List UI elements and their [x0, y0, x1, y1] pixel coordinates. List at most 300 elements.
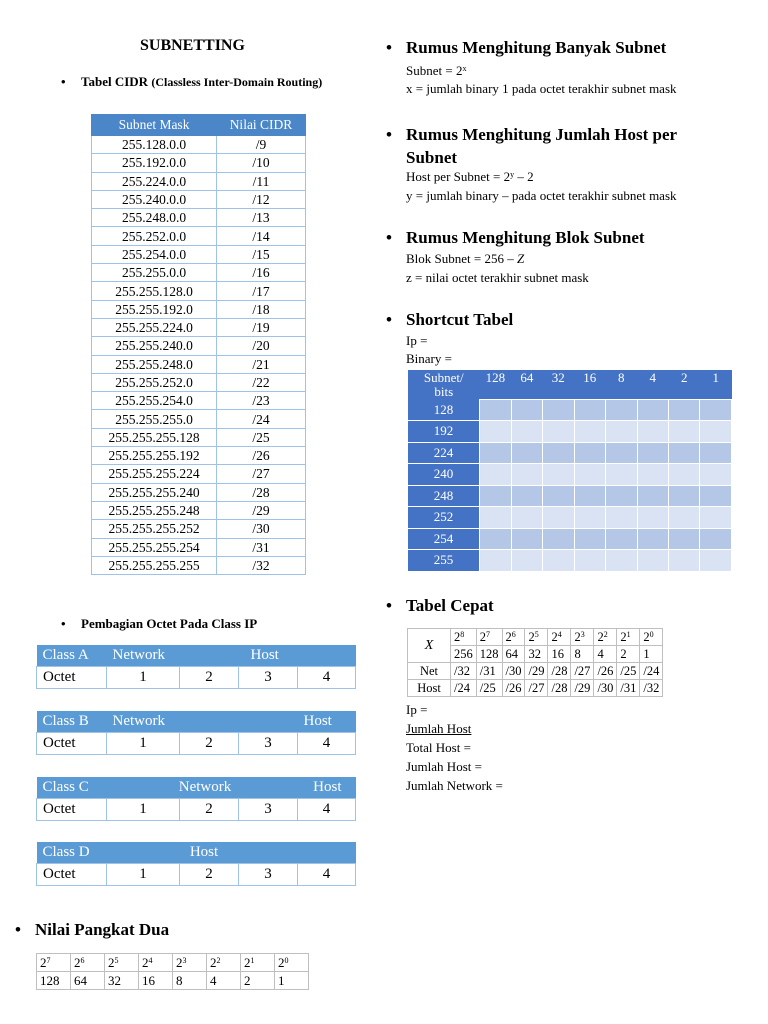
pangkat-base: 2 — [210, 955, 217, 970]
cidr-row — [92, 556, 306, 574]
shortcut-cell — [700, 400, 732, 421]
cidr-mask: 255.255.224.0 — [92, 318, 217, 336]
cidr-row — [92, 520, 306, 538]
shortcut-bit-header: 8 — [606, 370, 637, 400]
shortcut-row — [408, 464, 732, 486]
pangkat-exp: 1 — [250, 956, 255, 965]
shortcut-bit-header: 2 — [669, 370, 700, 400]
shortcut-cell — [480, 528, 511, 550]
tabel-cepat-host: /24 — [451, 680, 477, 697]
cidr-value: /21 — [217, 355, 306, 373]
tabel-cepat-exp-cell — [476, 629, 502, 646]
tabel-cepat-value: 256 — [451, 646, 477, 663]
shortcut-cell — [543, 442, 574, 464]
rumus-host-heading-text: Rumus Menghitung Jumlah Host per Subnet — [406, 125, 677, 167]
pangkat-table — [36, 953, 309, 990]
tabel-cepat-host: /26 — [502, 680, 525, 697]
class-c-host: Host — [298, 777, 356, 799]
tabel-cepat-net-label: Net — [408, 663, 451, 680]
cidr-mask: 255.255.255.0 — [92, 410, 217, 428]
shortcut-bit-header: 64 — [511, 370, 542, 400]
cidr-value: /18 — [217, 300, 306, 318]
tabel-cepat-net: /27 — [571, 663, 594, 680]
rumus-subnet-formula — [406, 61, 466, 81]
shortcut-cell — [669, 421, 700, 443]
shortcut-cell — [480, 550, 511, 572]
cidr-row — [92, 282, 306, 300]
cidr-value: /28 — [217, 483, 306, 501]
cidr-row — [92, 264, 306, 282]
pangkat-exp: 0 — [284, 956, 289, 965]
shortcut-cell — [637, 528, 668, 550]
shortcut-cell — [574, 400, 605, 421]
class-c-table — [36, 777, 356, 821]
tabel-cepat-base: 2 — [528, 630, 535, 644]
pangkat-exp: 2 — [216, 956, 221, 965]
rumus-subnet-lhs: Subnet = 2 — [406, 63, 463, 78]
shortcut-cell — [574, 421, 605, 443]
shortcut-row-label: 248 — [408, 485, 480, 507]
tabel-cepat-value: 4 — [594, 646, 617, 663]
shortcut-cell — [669, 507, 700, 529]
rumus-host-exp: y — [510, 170, 515, 179]
rumus-subnet-exp: x — [462, 64, 467, 73]
shortcut-row-label: 254 — [408, 528, 480, 550]
shortcut-row-label: 192 — [408, 421, 480, 443]
class-a-table — [36, 645, 356, 689]
cidr-heading-bold: Tabel CIDR — [81, 74, 149, 89]
cidr-row — [92, 136, 306, 154]
page-title: SUBNETTING — [140, 37, 245, 54]
tabel-cepat-net: /32 — [451, 663, 477, 680]
octet-1: 1 — [107, 864, 180, 886]
shortcut-cell — [511, 550, 542, 572]
pangkat-value: 32 — [105, 972, 139, 990]
cidr-mask: 255.255.252.0 — [92, 373, 217, 391]
cidr-row — [92, 337, 306, 355]
cidr-value: /16 — [217, 264, 306, 282]
pangkat-heading — [35, 920, 169, 940]
class-b-host: Host — [298, 711, 356, 733]
tabel-cepat-base: 2 — [620, 630, 627, 644]
cidr-row — [92, 209, 306, 227]
tabel-cepat-net: /26 — [594, 663, 617, 680]
class-b-table — [36, 711, 356, 755]
shortcut-cell — [669, 400, 700, 421]
cidr-mask: 255.128.0.0 — [92, 136, 217, 154]
octet-4: 4 — [298, 733, 356, 755]
shortcut-cell — [637, 400, 668, 421]
tabel-cepat-exp-cell — [571, 629, 594, 646]
rumus-blok-heading-text: Rumus Menghitung Blok Subnet — [406, 228, 645, 247]
tabel-cepat-exp-cell — [502, 629, 525, 646]
shortcut-heading — [406, 310, 513, 330]
tabel-cepat-host: /31 — [617, 680, 640, 697]
tabel-cepat-exp: 3 — [580, 630, 585, 639]
cidr-mask: 255.255.128.0 — [92, 282, 217, 300]
pangkat-base: 2 — [142, 955, 149, 970]
shortcut-heading-text: Shortcut Tabel — [406, 310, 514, 329]
shortcut-cell — [700, 550, 732, 572]
shortcut-corner-line2: bits — [434, 384, 454, 399]
octet-1: 1 — [107, 799, 180, 821]
tabel-cepat-host: /28 — [548, 680, 571, 697]
class-c-network: Network — [107, 777, 298, 799]
octet-2: 2 — [180, 864, 239, 886]
cidr-mask: 255.255.255.252 — [92, 520, 217, 538]
pangkat-exp: 4 — [148, 956, 153, 965]
cidr-mask: 255.255.0.0 — [92, 264, 217, 282]
rumus-blok-desc: z = nilai octet terakhir subnet mask — [406, 270, 589, 285]
shortcut-cell — [574, 464, 605, 486]
shortcut-row — [408, 485, 732, 507]
octet-3: 3 — [239, 733, 298, 755]
cidr-mask: 255.255.255.224 — [92, 465, 217, 483]
tabel-cepat-exp-cell — [548, 629, 571, 646]
octet-4: 4 — [298, 864, 356, 886]
tabel-cepat-base: 2 — [643, 630, 650, 644]
tabel-cepat-exp: 0 — [649, 630, 654, 639]
notes-ip: Ip = — [406, 702, 428, 717]
pangkat-base: 2 — [244, 955, 251, 970]
class-d-label: Class D — [37, 842, 107, 864]
tabel-cepat-base: 2 — [454, 630, 461, 644]
pangkat-value: 1 — [275, 972, 309, 990]
tabel-cepat-value: 64 — [502, 646, 525, 663]
shortcut-cell — [543, 400, 574, 421]
cidr-value: /17 — [217, 282, 306, 300]
shortcut-row — [408, 442, 732, 464]
shortcut-cell — [606, 464, 637, 486]
shortcut-cell — [606, 421, 637, 443]
cidr-value: /23 — [217, 392, 306, 410]
cidr-mask: 255.248.0.0 — [92, 209, 217, 227]
cidr-mask: 255.255.255.248 — [92, 501, 217, 519]
cidr-value: /11 — [217, 172, 306, 190]
shortcut-row — [408, 550, 732, 572]
shortcut-cell — [574, 507, 605, 529]
shortcut-cell — [700, 507, 732, 529]
tabel-cepat-table — [407, 628, 663, 697]
shortcut-ip-label: Ip = — [406, 333, 428, 348]
class-b-network: Network — [107, 711, 298, 733]
shortcut-cell — [543, 464, 574, 486]
cidr-row — [92, 300, 306, 318]
shortcut-row-label: 252 — [408, 507, 480, 529]
pangkat-value: 2 — [241, 972, 275, 990]
tabel-cepat-exp: 5 — [534, 630, 539, 639]
tabel-cepat-host: /27 — [525, 680, 548, 697]
class-a-host: Host — [239, 645, 356, 667]
octet-2: 2 — [180, 667, 239, 689]
pangkat-value: 8 — [173, 972, 207, 990]
cidr-value: /24 — [217, 410, 306, 428]
cidr-value: /13 — [217, 209, 306, 227]
rumus-subnet-heading-text: Rumus Menghitung Banyak Subnet — [406, 38, 667, 57]
tabel-cepat-exp: 7 — [486, 630, 490, 639]
shortcut-row-label: 128 — [408, 400, 480, 421]
shortcut-cell — [700, 528, 732, 550]
cidr-mask: 255.192.0.0 — [92, 154, 217, 172]
tabel-cepat-exp-cell — [451, 629, 477, 646]
notes-total-host: Total Host = — [406, 740, 471, 755]
cidr-mask: 255.224.0.0 — [92, 172, 217, 190]
shortcut-cell — [574, 550, 605, 572]
octet-1: 1 — [107, 733, 180, 755]
tabel-cepat-exp-cell — [617, 629, 640, 646]
shortcut-cell — [606, 507, 637, 529]
cidr-row — [92, 501, 306, 519]
cidr-value: /14 — [217, 227, 306, 245]
octet-heading-text: Pembagian Octet Pada Class IP — [81, 616, 258, 631]
cidr-row — [92, 318, 306, 336]
cidr-row — [92, 355, 306, 373]
octet-4: 4 — [298, 799, 356, 821]
cidr-value: /9 — [217, 136, 306, 154]
shortcut-row — [408, 400, 732, 421]
cidr-header-cidr: Nilai CIDR — [217, 115, 306, 136]
cidr-header-mask: Subnet Mask — [92, 115, 217, 136]
rumus-host-rhs: – 2 — [514, 169, 534, 184]
rumus-host-lhs: Host per Subnet = 2 — [406, 169, 511, 184]
pangkat-base: 2 — [40, 955, 47, 970]
tabel-cepat-net: /28 — [548, 663, 571, 680]
shortcut-bit-header: 4 — [637, 370, 668, 400]
shortcut-binary-label: Binary = — [406, 351, 452, 366]
pangkat-heading-text: Nilai Pangkat Dua — [35, 920, 170, 939]
cidr-row — [92, 538, 306, 556]
shortcut-cell — [574, 442, 605, 464]
shortcut-corner-line1: Subnet/ — [423, 370, 464, 385]
shortcut-cell — [669, 464, 700, 486]
rumus-blok-heading — [406, 228, 645, 248]
pangkat-exp-cell — [105, 954, 139, 972]
cidr-mask: 255.255.255.240 — [92, 483, 217, 501]
notes-jumlah-host-heading: Jumlah Host — [406, 721, 472, 736]
shortcut-cell — [543, 485, 574, 507]
cidr-row — [92, 483, 306, 501]
shortcut-bit-header: 32 — [543, 370, 574, 400]
cidr-value: /32 — [217, 556, 306, 574]
shortcut-cell — [606, 442, 637, 464]
cidr-value: /19 — [217, 318, 306, 336]
shortcut-cell — [511, 528, 542, 550]
cidr-value: /26 — [217, 447, 306, 465]
shortcut-cell — [700, 442, 732, 464]
pangkat-exp-cell — [241, 954, 275, 972]
tabel-cepat-exp-cell — [640, 629, 663, 646]
shortcut-cell — [669, 442, 700, 464]
cidr-row — [92, 392, 306, 410]
pangkat-base: 2 — [176, 955, 183, 970]
shortcut-cell — [480, 400, 511, 421]
rumus-subnet-desc: x = jumlah binary 1 pada octet terakhir subnet mask — [406, 81, 677, 96]
shortcut-bit-header: 16 — [574, 370, 605, 400]
shortcut-bit-header: 1 — [700, 370, 732, 400]
octet-2: 2 — [180, 799, 239, 821]
shortcut-cell — [574, 528, 605, 550]
cidr-value: /22 — [217, 373, 306, 391]
tabel-cepat-host-label: Host — [408, 680, 451, 697]
notes-jumlah-network: Jumlah Network = — [406, 778, 503, 793]
octet-2: 2 — [180, 733, 239, 755]
rumus-host-heading — [406, 123, 726, 169]
shortcut-table — [408, 370, 732, 572]
pangkat-value: 4 — [207, 972, 241, 990]
class-a-network: Network — [107, 645, 239, 667]
tabel-cepat-base: 2 — [574, 630, 581, 644]
shortcut-cell — [700, 421, 732, 443]
shortcut-cell — [543, 421, 574, 443]
shortcut-cell — [637, 421, 668, 443]
cidr-value: /25 — [217, 428, 306, 446]
class-c-label: Class C — [37, 777, 107, 799]
notes-jumlah-host: Jumlah Host = — [406, 759, 482, 774]
tabel-cepat-value: 16 — [548, 646, 571, 663]
tabel-cepat-value: 2 — [617, 646, 640, 663]
rumus-subnet-heading — [406, 38, 666, 58]
tabel-cepat-exp: 4 — [557, 630, 562, 639]
cidr-row — [92, 154, 306, 172]
pangkat-value: 128 — [37, 972, 71, 990]
shortcut-cell — [669, 528, 700, 550]
shortcut-cell — [543, 550, 574, 572]
octet-3: 3 — [239, 667, 298, 689]
shortcut-cell — [637, 464, 668, 486]
tabel-cepat-net: /25 — [617, 663, 640, 680]
cidr-value: /31 — [217, 538, 306, 556]
shortcut-row-label: 240 — [408, 464, 480, 486]
tabel-cepat-value: 8 — [571, 646, 594, 663]
shortcut-cell — [637, 485, 668, 507]
cidr-value: /10 — [217, 154, 306, 172]
pangkat-value: 16 — [139, 972, 173, 990]
tabel-cepat-exp-cell — [594, 629, 617, 646]
shortcut-cell — [606, 550, 637, 572]
pangkat-base: 2 — [74, 955, 81, 970]
shortcut-row — [408, 507, 732, 529]
cidr-row — [92, 172, 306, 190]
pangkat-exp: 6 — [80, 956, 85, 965]
pangkat-exp: 5 — [114, 956, 119, 965]
shortcut-cell — [480, 464, 511, 486]
shortcut-cell — [543, 528, 574, 550]
cidr-heading-rest: (Classless Inter-Domain Routing) — [151, 75, 323, 89]
shortcut-cell — [637, 507, 668, 529]
cidr-mask: 255.254.0.0 — [92, 245, 217, 263]
tabel-cepat-host: /32 — [640, 680, 663, 697]
pangkat-exp-cell — [173, 954, 207, 972]
cidr-row — [92, 428, 306, 446]
tabel-cepat-exp: 2 — [603, 630, 608, 639]
tabel-cepat-net: /31 — [476, 663, 502, 680]
tabel-cepat-heading — [406, 596, 494, 616]
tabel-cepat-value: 1 — [640, 646, 663, 663]
shortcut-cell — [480, 485, 511, 507]
cidr-value: /27 — [217, 465, 306, 483]
cidr-row — [92, 227, 306, 245]
pangkat-exp-cell — [275, 954, 309, 972]
tabel-cepat-exp: 6 — [511, 630, 516, 639]
cidr-table — [91, 114, 306, 575]
class-b-label: Class B — [37, 711, 107, 733]
tabel-cepat-value: 32 — [525, 646, 548, 663]
octet-label: Octet — [37, 667, 107, 689]
octet-3: 3 — [239, 864, 298, 886]
shortcut-cell — [511, 400, 542, 421]
tabel-cepat-net: /29 — [525, 663, 548, 680]
cidr-row — [92, 190, 306, 208]
class-a-label: Class A — [37, 645, 107, 667]
shortcut-cell — [543, 507, 574, 529]
cidr-row — [92, 465, 306, 483]
shortcut-cell — [637, 442, 668, 464]
tabel-cepat-x: X — [408, 629, 451, 663]
shortcut-cell — [480, 421, 511, 443]
octet-heading — [81, 616, 257, 632]
cidr-mask: 255.252.0.0 — [92, 227, 217, 245]
shortcut-cell — [574, 485, 605, 507]
tabel-cepat-host: /30 — [594, 680, 617, 697]
tabel-cepat-net: /30 — [502, 663, 525, 680]
tabel-cepat-base: 2 — [479, 630, 486, 644]
tabel-cepat-base: 2 — [551, 630, 558, 644]
cidr-value: /29 — [217, 501, 306, 519]
octet-4: 4 — [298, 667, 356, 689]
shortcut-cell — [511, 442, 542, 464]
shortcut-corner — [408, 370, 480, 400]
octet-3: 3 — [239, 799, 298, 821]
tabel-cepat-heading-text: Tabel Cepat — [406, 596, 494, 615]
cidr-value: /12 — [217, 190, 306, 208]
pangkat-value: 64 — [71, 972, 105, 990]
shortcut-cell — [606, 400, 637, 421]
shortcut-cell — [637, 550, 668, 572]
pangkat-exp-cell — [37, 954, 71, 972]
shortcut-row — [408, 528, 732, 550]
tabel-cepat-exp-cell — [525, 629, 548, 646]
cidr-value: /30 — [217, 520, 306, 538]
rumus-blok-lhs: Blok Subnet = 256 – — [406, 251, 517, 266]
rumus-blok-var: Z — [516, 251, 525, 266]
tabel-cepat-host: /29 — [571, 680, 594, 697]
octet-label: Octet — [37, 799, 107, 821]
octet-1: 1 — [107, 667, 180, 689]
shortcut-cell — [480, 507, 511, 529]
tabel-cepat-net: /24 — [640, 663, 663, 680]
cidr-mask: 255.255.255.128 — [92, 428, 217, 446]
pangkat-base: 2 — [278, 955, 285, 970]
cidr-mask: 255.255.255.192 — [92, 447, 217, 465]
shortcut-row — [408, 421, 732, 443]
octet-label: Octet — [37, 733, 107, 755]
pangkat-exp-cell — [71, 954, 105, 972]
shortcut-cell — [511, 464, 542, 486]
shortcut-cell — [669, 485, 700, 507]
shortcut-cell — [511, 507, 542, 529]
tabel-cepat-base: 2 — [505, 630, 512, 644]
shortcut-bit-header: 128 — [480, 370, 511, 400]
cidr-value: /20 — [217, 337, 306, 355]
cidr-mask: 255.255.255.254 — [92, 538, 217, 556]
cidr-row — [92, 245, 306, 263]
cidr-mask: 255.240.0.0 — [92, 190, 217, 208]
pangkat-exp: 7 — [46, 956, 51, 965]
pangkat-exp-cell — [207, 954, 241, 972]
shortcut-cell — [511, 421, 542, 443]
tabel-cepat-host: /25 — [476, 680, 502, 697]
pangkat-exp: 3 — [182, 956, 187, 965]
